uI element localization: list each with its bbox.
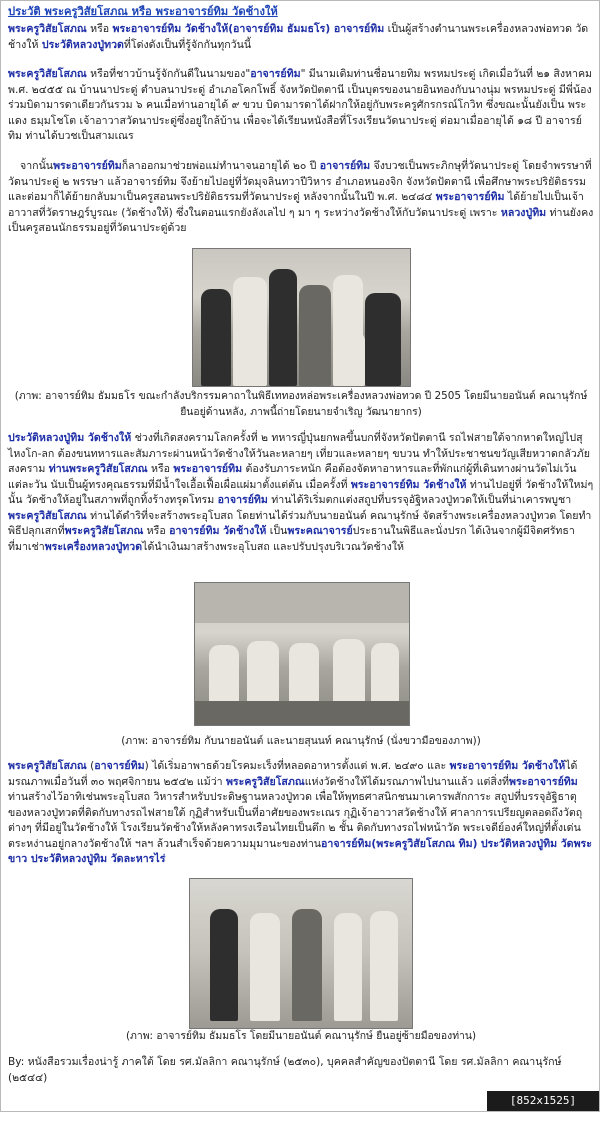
photo-group-standing (189, 878, 413, 1029)
p4-segment-3: หรือ (147, 463, 174, 475)
p4-segment-12: พระครูวิสัยโสภณ (64, 525, 144, 537)
p4-segment-1: ช่วงที่เกิดสงครามโลกครั้งที่ ๒ ทหารญี่ปุ่นยกพลขึ้นบกที่จังหวัดปัตตานี รถไฟสายใต้จากหาดใหญ่ไปสุไหงโก-ลก ต้องขนทหารและสัมภาระผ่านหน้าวัดช้างให้วันละหลายๆ เที่ยวและหลายๆ ขบวน ทำให้ประชาชนขวัญเสียหวาดกลัวภัยสงคราม (8, 432, 590, 475)
p3-segment-2: ก็ลาออกมาช่วยพ่อแม่ทำนาจนอายุได้ ๒๐ ปี (121, 160, 320, 172)
p5-segment-7: แห่งวัดช้างให้ได้มรณภาพไปนานแล้ว แต่สิ่งที่ (304, 775, 510, 788)
p4-segment-2: ท่านพระครูวิสัยโสภณ (48, 463, 148, 475)
p2-segment-3: " มีนามเดิมท่านชื่อนายทิม พรหมประดู่ เกิดเมื่อวันที่ ๒๑ สิงหาคม พ.ศ. ๒๔๕๕ ณ บ้านนาประดู่ ตำบลนาประดู่ อำเภอโคกโพธิ์ จังหวัดปัตตานี เป็นบุตรของนายอินทองกับนางนุ่ม พรหมประดู่ มีพี่น้องร่วมบิดามารดาเดียวกันรวม ๖ คนเมื่อท่านอายุได้ ๙ ขวบ บิดามารดาได้ฝากให้อยู่กับพระครูศักรกรณ์โกวิท ซึ่งขณะนั้นยังเป็น พระแดง ธมฺมโชโต เจ้าอาวาสวัดนาประดู่ซึ่งอยู่ใกล้บ้าน เพื่อจะได้เรียนหนังสือที่โรงเรียนวัดนาประดู่ ต่อมาเมื่ออายุได้ ๑๘ ปี อาจารย์ทิม ท่านได้บวชเป็นสามเณร (8, 68, 593, 142)
image-host-stamp: [852x1525] http://upic.me/ (487, 1091, 599, 1111)
p1-segment-3: อาจารย์ทิม (330, 23, 385, 35)
photo-group-seated (194, 582, 410, 726)
p5-segment-3: ) ได้เริ่มอาพาธด้วยโรคมะเร็งที่หลอดอาหารตั้งแต่ พ.ศ. ๒๔๙๐ และ (144, 760, 450, 772)
p4-segment-4: พระอาจารย์ทิม (173, 463, 243, 475)
p4-segment-14: อาจารย์ทิม วัดช้างให้ (169, 525, 267, 537)
p5-segment-1: ( (86, 760, 95, 772)
p3-segment-6: ได้ย้ายไปเป็นเจ้าอาวาสที่วัดราษฎร์บูรณะ (วัดช้างให้) ซึ่งในตอนแรกยังลังเลไป ๆ มา ๆ ระหว่างวัดช้างให้กับวัดนาประดู่ เพราะ (8, 191, 584, 219)
p2-segment-0: พระครูวิสัยโสภณ (8, 68, 87, 80)
p4-segment-11: ท่านได้ดำริที่จะสร้างพระอุโบสถ โดยท่านได้ร่วมกับนายอนันต์ คณานุรักษ์ จัดสร้างพระเครื่องหลวงปู่ทวด โดยทำพิธีปลุกเสกที่ (8, 509, 592, 537)
p1-segment-2: พระอาจารย์ทิม วัดช้างให้(อาจารย์ทิม ธัมมธโร) (112, 23, 331, 35)
p2-segment-2: อาจารย์ทิม (250, 68, 301, 80)
source-credit: By: หนังสือรวมเรื่องน่ารู้ ภาคใต้ โดย รศ.มัลลิกา คณานุรักษ์ (๒๕๓๐), บุคคลสำคัญของปัตตานี โดย รศ.มัลลิกา คณานุรักษ์ (๒๕๔๔) (8, 1056, 562, 1084)
p5-segment-6: พระครูวิสัยโสภณ (225, 775, 305, 788)
p1-segment-0: พระครูวิสัยโสภณ (8, 23, 87, 35)
p4-segment-0: ประวัติหลวงปู่ทิม วัดช้างให้ (8, 432, 132, 444)
p2-segment-1: หรือที่ชาวบ้านรู้จักกันดีในนามของ" (86, 68, 251, 80)
p5-segment-0: พระครูวิสัยโสภณ (8, 760, 87, 772)
p3-segment-0: จากนั้น (20, 160, 54, 172)
p4-segment-18: พระเครื่องหลวงปู่ทวด (44, 540, 143, 553)
p4-segment-15: เป็น (266, 525, 288, 537)
p4-segment-17: ประธานในพิธีและนั่งปรก ได้เงินจากผู้มีจิตศรัทธาที่มาเช่า (8, 525, 575, 553)
p4-segment-5: ต้องรับภาระหนัก คือต้องจัดหาอาหารและที่พักแก่ผู้ที่เดินทางผ่านวัดไม่เว้นแต่ละวัน นับเป็นผู้ทรงคุณธรรมที่มีน้ำใจเอื้อเฟื้อเผื่อแผ่มาตั้งแต่ต้น เมื่อครั้งที่ (8, 463, 577, 491)
p4-segment-9: ท่านได้ริเริ่มตกแต่งสถูปที่บรรจุอัฐิหลวงปู่ทวดให้เป็นที่น่าเคารพบูชา (267, 494, 572, 506)
photo-caption-1: (ภาพ: อาจารย์ทิม ธัมมธโร ขณะกำลังบริกรรมคาถาในพิธีเททองหล่อพระเครื่องหลวงพ่อทวด ปี 2505 โดยมีนายอนันต์ คณานุรักษ์ ยืนอยู่ด้านหลัง, ภาพนี้ถ่ายโดยนายจำเริญ วัฒนายากร) (14, 390, 588, 418)
p1-segment-4: เป็นผู้สร้างตำนานพระเครื่องหลวงพ่อทวด วัดช้างให้ (8, 23, 589, 51)
legacy-paragraph (8, 759, 594, 868)
photo-ceremony (192, 248, 411, 387)
p4-segment-10: พระครูวิสัยโสภณ (8, 509, 87, 522)
photo-caption-2: (ภาพ: อาจารย์ทิม กับนายอนันต์ และนายสุนนท์ คณานุรักษ์ (นั่งขวามือของภาพ)) (121, 735, 481, 747)
p1-segment-5: ประวัติหลวงปู่ทวด (41, 38, 124, 51)
birth-paragraph (8, 67, 594, 145)
p3-segment-1: พระอาจารย์ทิม (53, 160, 122, 172)
p5-segment-5: ได้มรณภาพเมื่อวันที่ ๓๐ พฤศจิกายน ๒๕๔๒ แม้ว่า (8, 760, 578, 788)
p5-segment-8: พระอาจารย์ทิม (509, 775, 578, 788)
photo-caption-3: (ภาพ: อาจารย์ทิม ธัมมธโร โดยมีนายอนันต์ คณานุรักษ์ ยืนอยู่ซ้ายมือของท่าน) (125, 1030, 477, 1042)
p5-segment-12: ประวัติหลวงปู่ทิม วัดพระขาว ประวัติหลวงปู่ทิม วัดละหารไร่ (8, 837, 592, 865)
p3-segment-3: อาจารย์ทิม (319, 160, 371, 172)
p3-segment-7: หลวงปู่ทิม (500, 206, 547, 219)
p5-segment-4: พระอาจารย์ทิม วัดช้างให้ (449, 760, 566, 772)
p4-segment-16: พระคณาจารย์ (287, 525, 353, 537)
p4-segment-7: ท่านไปอยู่ที่ วัดช้างให้ใหม่ๆนั้น วัดช้างให้อยู่ในสภาพที่ถูกทิ้งร้างทรุดโทรม (8, 478, 594, 506)
ordination-paragraph (8, 159, 594, 237)
p5-segment-2: อาจารย์ทิม (94, 760, 145, 772)
p1-segment-6: ที่โด่งดังเป็นที่รู้จักกันทุกวันนี้ (123, 38, 252, 51)
p4-segment-19: ได้นำเงินมาสร้างพระอุโบสถ และปรับปรุงบริเวณวัดช้างให้ (142, 540, 404, 553)
article-title[interactable]: ประวัติ พระครูวิสัยโสภณ หรือ พระอาจารย์ทิม วัดช้างให้ (8, 5, 278, 18)
intro-paragraph (8, 22, 594, 53)
p4-segment-8: อาจารย์ทิม (217, 494, 268, 506)
p1-segment-1: หรือ (86, 23, 113, 35)
p3-segment-4: จึงบวชเป็นพระภิกษุที่วัดนาประดู่ โดยจำพรรษาที่วัดนาประดู่ ๒ พรรษา แล้วอาจารย์ทิม จึงย้ายไปอยู่ที่วัดมุจลินทวาปีวิหาร อำเภอหนองจิก จังหวัดปัตตานี เพื่อศึกษาพระปริยัติธรรม และต่อมาก็ได้ย้ายกลับมาเป็นครูสอนพระปริยัติธรรมที่วัดนาประดู่ หลังจากนั้นในปี พ.ศ. ๒๔๘๔ (8, 160, 592, 203)
p4-segment-6: พระอาจารย์ทิม วัดช้างให้ (350, 478, 467, 491)
p5-segment-10: อาจารย์ทิม(พระครูวิสัยโสภณ ทิม) (321, 837, 478, 850)
wartime-paragraph (8, 431, 594, 555)
p3-segment-5: พระอาจารย์ทิม (435, 191, 505, 203)
p4-segment-13: หรือ (143, 525, 170, 537)
p5-segment-9: ท่านสร้างไว้อาทิเช่นพระอุโบสถ วิหารสำหรับประดิษฐานหลวงปู่ทวด เพื่อให้พุทธศาสนิกชนมาเคารพสักการะ สถูปที่บรรจุอัฐิธาตุของหลวงปู่ทวดที่ติดกับทางรถไฟสายใต้ กุฏิสำหรับเป็นที่อาศัยของพระเณร กุฏิเจ้าอาวาสวัดช้างให้ ศาลาการเปรียญตลอดถึงวัตถุต่างๆ ที่มีอยู่ในวัดช้างให้ โรงเรียนวัดช้างให้หลังคาทรงเรือนไทยเป็นตึก ๒ ชั้น ติดกับทางรถไฟหน้าวัด พระเจดีย์องค์ใหญ่ที่ตั้งเด่นตระหง่านอยู่กลางวัดช้างให้ ฯลฯ ล้วนสำเร็จด้วยความมุมานะของท่าน (8, 791, 583, 850)
p3-segment-8: ท่านยังคงเป็นครูสอนนักธรรมอยู่ที่วัดนาประดู่ด้วย (8, 206, 594, 234)
